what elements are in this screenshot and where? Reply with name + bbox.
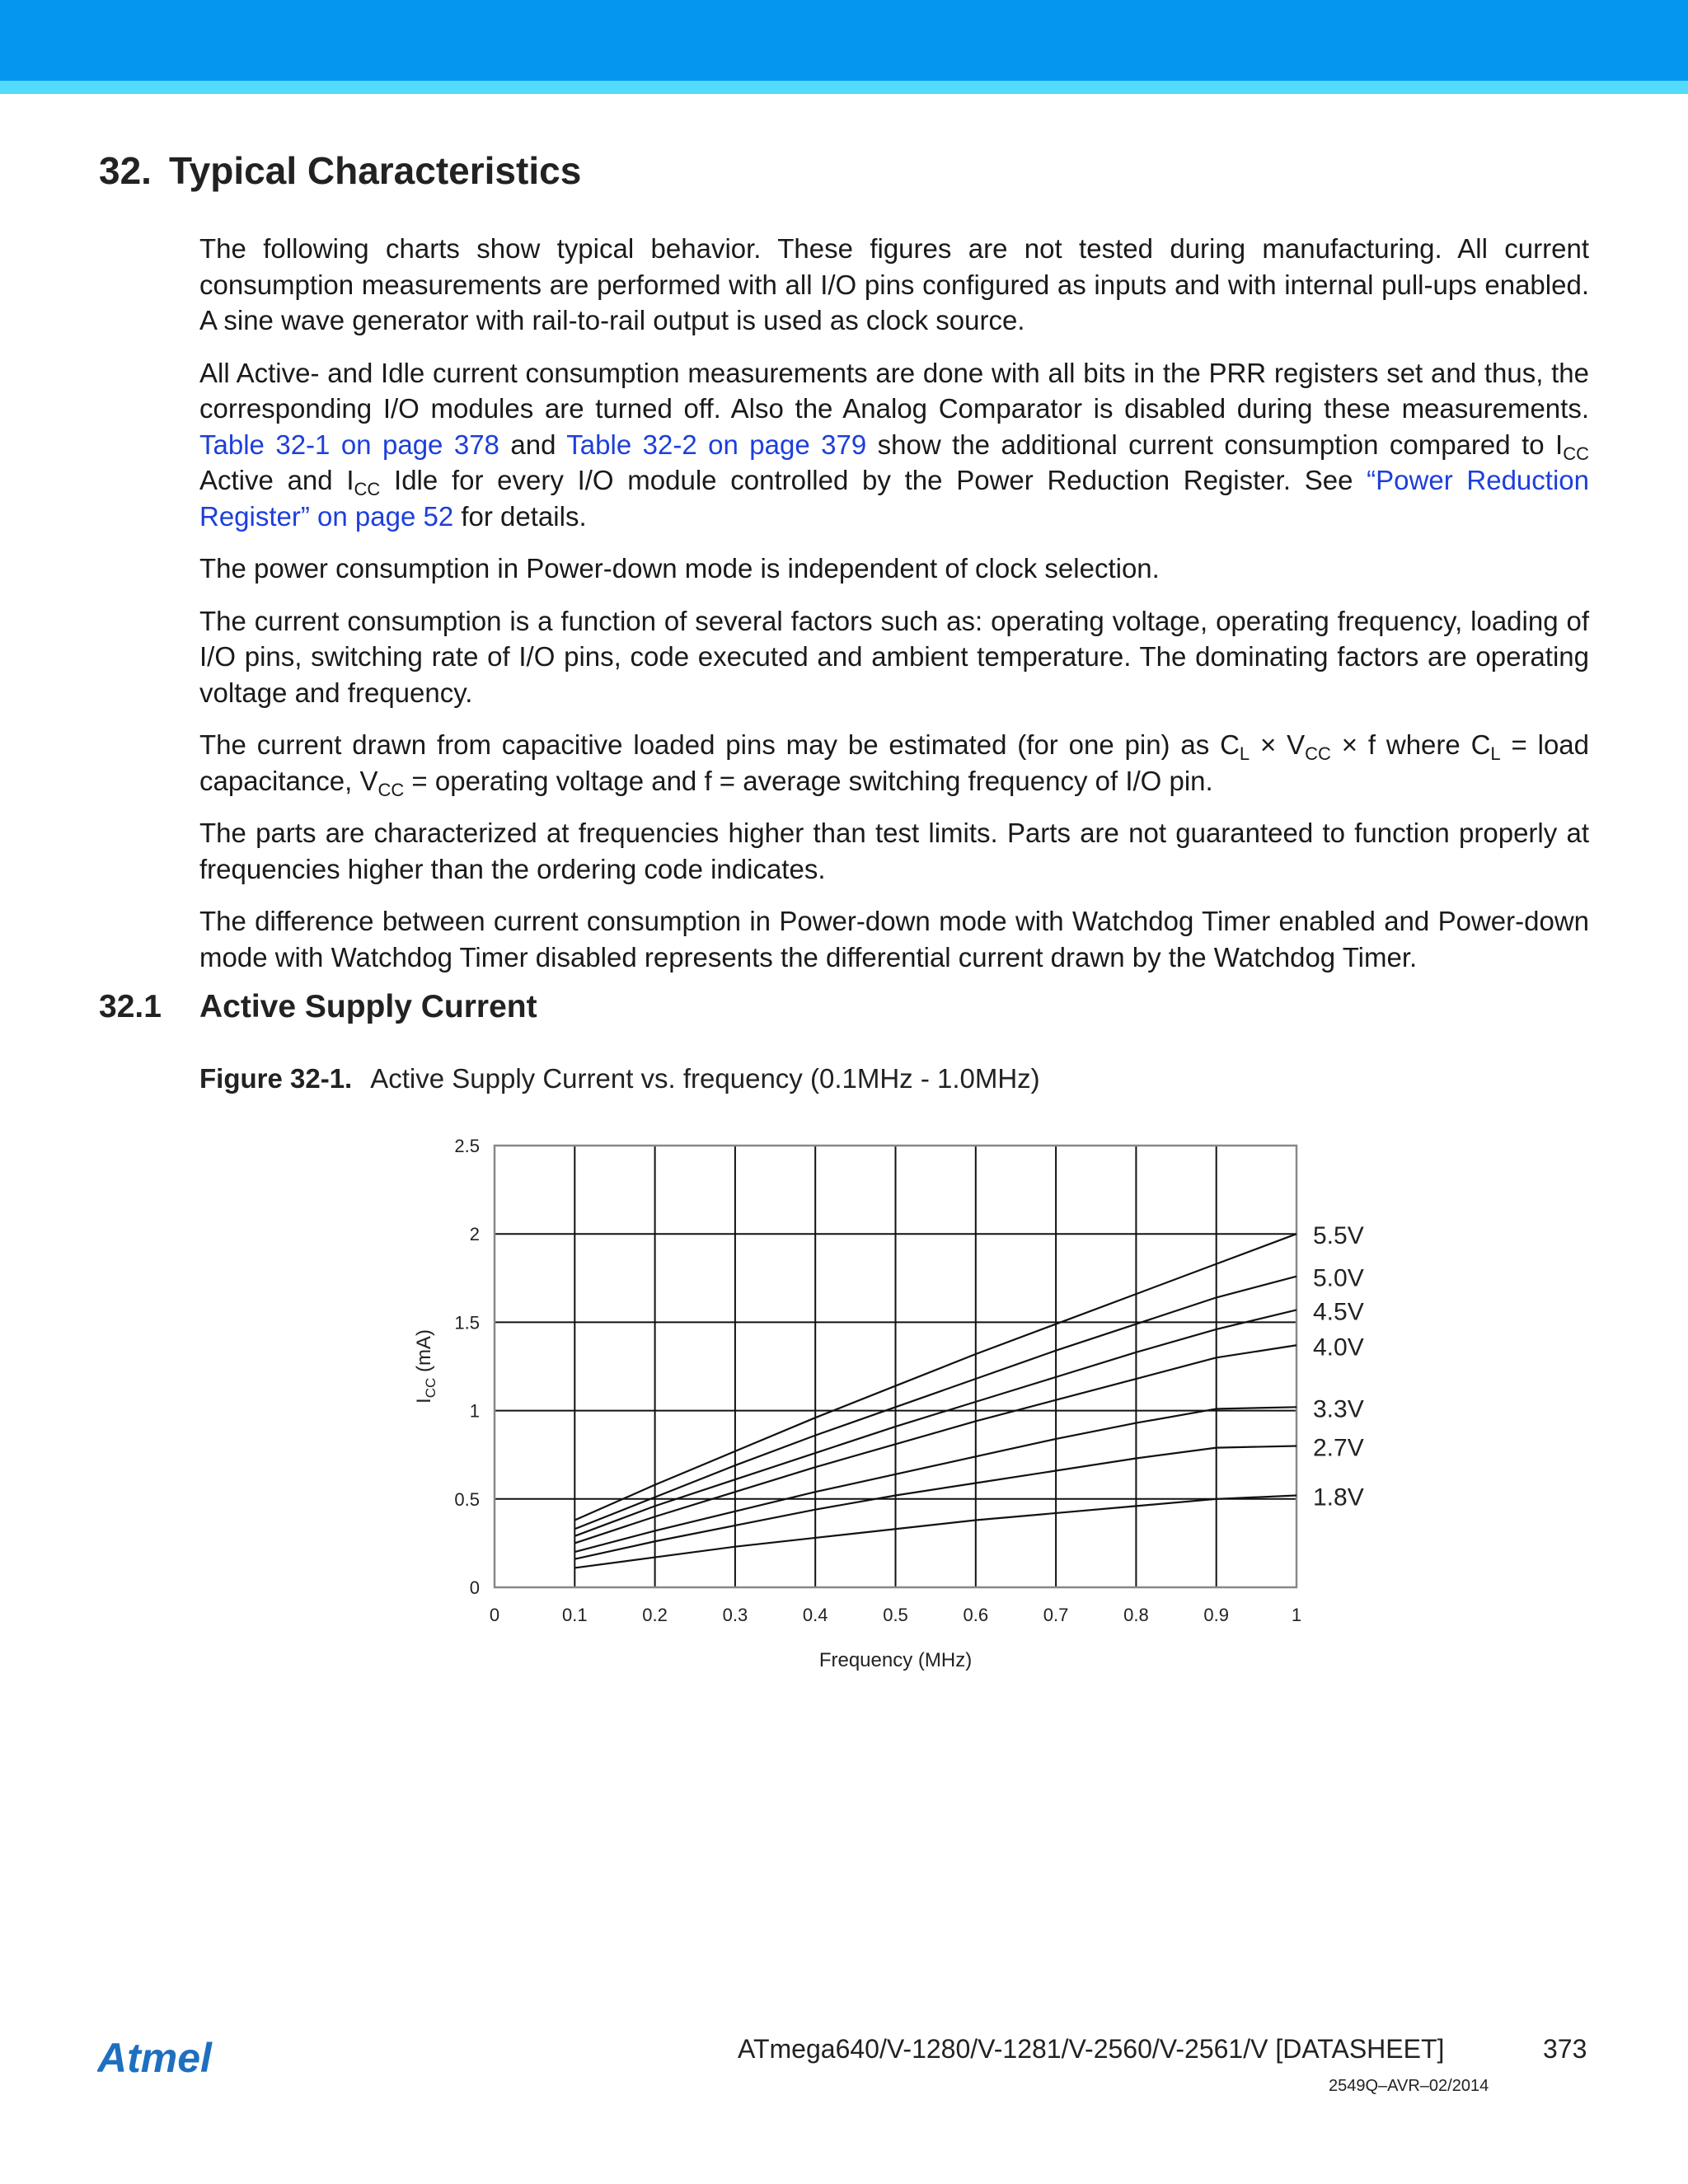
p5-sub-1: L [1239,743,1250,764]
x-tick-label: 0.9 [1203,1605,1229,1625]
series-line-3-3V [574,1407,1296,1552]
x-tick-label: 0.3 [722,1605,748,1625]
subsection-number: 32.1 [99,989,162,1024]
x-tick-label: 0 [489,1605,500,1625]
p5-sub-4: CC [377,779,405,800]
p2-text-4: Active and I [199,465,354,495]
p5-text-3: × f where C [1341,729,1491,760]
section-number: 32. [99,149,152,192]
subsection-title-text: Active Supply Current [199,989,537,1024]
footer-page-number: 373 [1543,2034,1587,2064]
p5-text-5: = operating voltage and f = average switching frequency of I/O pin. [411,765,1213,796]
series-line-5-0V [574,1277,1296,1530]
x-tick-label: 0.4 [802,1605,828,1625]
x-tick-label: 0.8 [1123,1605,1149,1625]
series-label: 4.0V [1313,1333,1364,1361]
x-tick-label: 0.1 [562,1605,588,1625]
paragraph-1: The following charts show typical behavior. These figures are not tested during manufacturing. All current consumption measurements are performed with all I/O pins configured as inputs and with internal pull-ups enabled. A sine wave generator with rail-to-rail output is used as clock source. [199,233,1589,335]
series-label: 2.7V [1313,1434,1364,1462]
x-tick-label: 0.2 [642,1605,668,1625]
paragraph-4: The current consumption is a function of several factors such as: operating voltage, operating frequency, loading of I/O pins, switching rate of I/O pins, code executed and ambient temperature. The dominating factors are operating voltage and frequency. [199,605,1589,708]
x-tick-label: 0.6 [963,1605,989,1625]
paragraph-7: The difference between current consumption in Power-down mode with Watchdog Timer enabled and Power-down mode with Watchdog Timer disabled represents the differential current drawn by the Watchdog Timer. [199,906,1589,972]
series-line-5-5V [574,1234,1296,1520]
p2-text-1: All Active- and Idle current consumption measurements are done with all bits in the PRR registers set and thus, the corresponding I/O modules are turned off. Also the Analog Comparator is disabled during these measurements. [199,357,1589,424]
footer-doc-code: 2549Q–AVR–02/2014 [1329,2077,1489,2095]
p2-text-3: show the additional current consumption compared to I [877,429,1564,460]
p5-sub-2: CC [1305,743,1331,764]
series-line-4-0V [574,1345,1296,1543]
paragraph-3: The power consumption in Power-down mode is independent of clock selection. [199,553,1160,583]
y-axis-label: $I_{CC}$ (mA) [413,1329,438,1404]
x-tick-label: 1 [1291,1605,1302,1625]
series-line-1-8V [574,1496,1296,1568]
x-axis-label: Frequency (MHz) [818,1649,973,1671]
p2-sub-2: CC [354,479,381,499]
series-label: 1.8V [1313,1483,1364,1511]
series-label: 5.0V [1313,1264,1364,1292]
y-tick-label: 1 [469,1400,480,1422]
x-tick-label: 0.5 [883,1605,908,1625]
y-tick-label: 0.5 [454,1488,480,1510]
series-label: 3.3V [1313,1395,1364,1423]
p5-text-2: × V [1260,729,1306,760]
p5-text-4: = load capacitance, V [199,729,1589,796]
p2-sub-1: CC [1563,443,1589,464]
y-tick-label: 2 [469,1224,480,1245]
atmel-logo-text: Atmel [97,2036,212,2081]
paragraph-6: The parts are characterized at frequencies higher than test limits. Parts are not guaranteed to function properly at frequencies higher than the ordering code indicates. [199,818,1589,884]
series-label: 4.5V [1313,1298,1364,1326]
link-table-32-2[interactable]: Table 32-2 on page 379 [566,429,867,460]
p2-text-6: for details. [461,500,587,532]
link-table-32-1[interactable]: Table 32-1 on page 378 [199,429,499,460]
y-tick-label: 2.5 [454,1136,480,1156]
x-tick-label: 0.7 [1043,1605,1069,1625]
p2-text-5: Idle for every I/O module controlled by the Power Reduction Register. See [394,465,1353,495]
figure-label: Figure 32-1. [199,1063,353,1094]
p2-text-2: and [510,429,556,460]
link-power-reduction-register[interactable]: “Power Reduction Register” on page 52 [199,465,1589,532]
section-title-text: Typical Characteristics [169,149,582,192]
series-line-2-7V [574,1446,1296,1558]
p5-sub-3: L [1490,743,1501,764]
atmel-logo [97,2036,246,2085]
series-label: 5.5V [1313,1222,1364,1250]
y-tick-label: 0 [469,1577,480,1598]
p5-text-1: The current drawn from capacitive loaded pins may be estimated (for one pin) as C [199,729,1240,760]
y-tick-label: 1.5 [454,1312,480,1333]
footer-doc-title: ATmega640/V-1280/V-1281/V-2560/V-2561/V [DATASHEET] [738,2034,1445,2064]
figure-caption-text: Active Supply Current vs. frequency (0.1MHz - 1.0MHz) [370,1063,1040,1094]
